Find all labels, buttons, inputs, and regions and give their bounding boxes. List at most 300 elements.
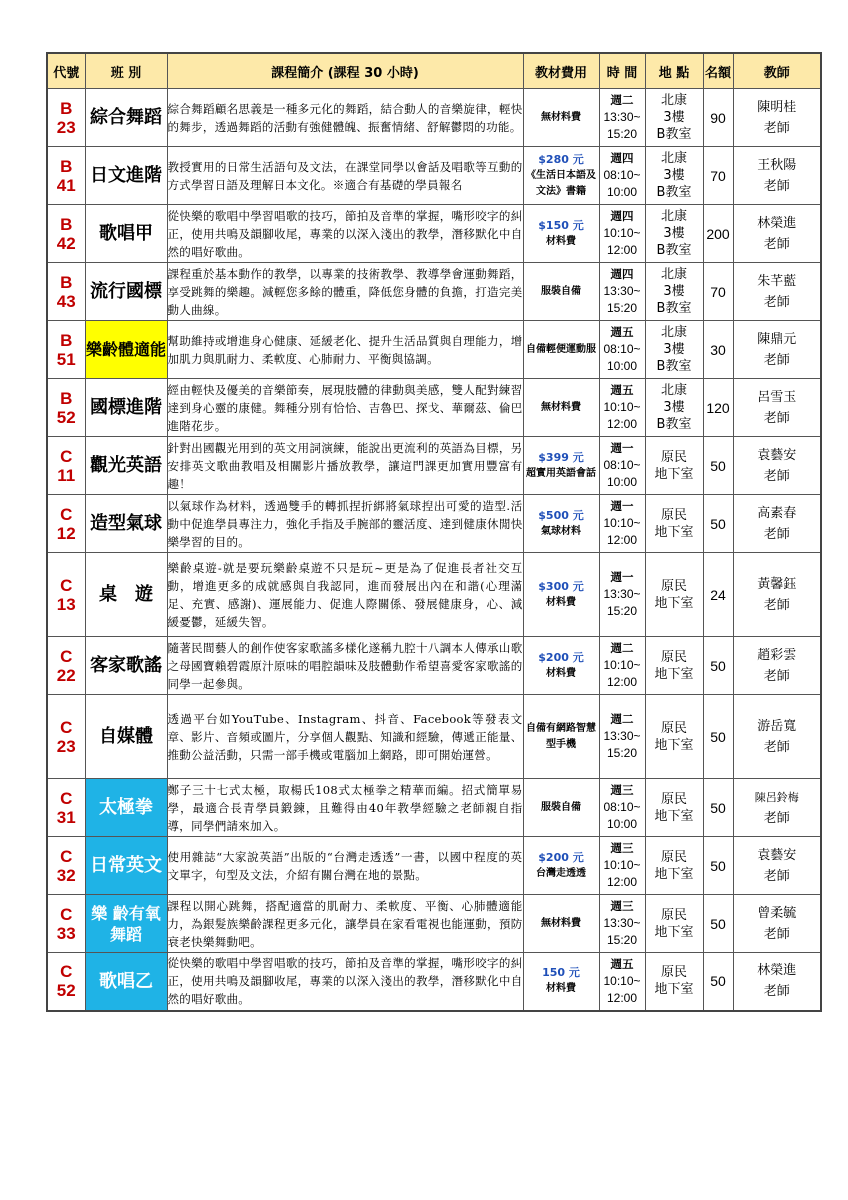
header-row [47, 53, 821, 89]
teacher-title: 老師 [763, 526, 790, 542]
time-end: 15:20 [606, 301, 638, 315]
teacher-name: 呂雪玉 [757, 389, 797, 405]
code-number: 13 [56, 594, 76, 614]
place-line-1: 原民 [660, 965, 687, 981]
material-fee [523, 147, 599, 205]
class-name: 客家歌謠 [85, 637, 167, 695]
course-description: 教授實用的日常生活語句及文法，在課堂同學以會話及唱歌等互動的方式學習日語及理解日本文化。※適合有基礎的學員報名 [167, 147, 523, 205]
class-time [599, 321, 645, 379]
code-letter: C [60, 646, 73, 666]
quota: 50 [703, 437, 733, 495]
code-letter: B [60, 388, 73, 408]
material-fee [523, 379, 599, 437]
class-place [645, 695, 703, 779]
course-code [47, 953, 85, 1011]
teacher [733, 205, 821, 263]
place-line-2: 地下室 [654, 808, 694, 824]
place-line-2: 地下室 [654, 666, 694, 682]
quota: 50 [703, 779, 733, 837]
class-time [599, 553, 645, 637]
fee-price: $500 元 [538, 508, 584, 522]
teacher [733, 321, 821, 379]
table-row [47, 495, 821, 553]
time-start: 13:30~ [603, 110, 641, 124]
teacher [733, 437, 821, 495]
code-letter: C [60, 788, 73, 808]
course-description: 樂齡桌遊-就是要玩樂齡桌遊不只是玩~更是為了促進長者社交互動，增進更多的成就感與自我認同，進而發展出內在和諧(心理滿足、充實、感謝)、運展能力、促進人際關係、發展健康身，心、減緩憂鬱，延緩失智。 [167, 553, 523, 637]
time-day: 週二 [610, 712, 634, 726]
class-name: 流行國標 [85, 263, 167, 321]
place-line-3: B教室 [656, 185, 692, 200]
table-row [47, 895, 821, 953]
class-name: 歌唱甲 [85, 205, 167, 263]
course-description: 從快樂的歌唱中學習唱歌的技巧，節拍及音準的掌握，嘴形咬字的糾正，使用共鳴及韻腳收尾，專業的以深入淺出的教學，潛移默化中自然的唱好歌曲。 [167, 953, 523, 1011]
header-quota: 名額 [703, 53, 733, 89]
code-letter: B [60, 330, 73, 350]
time-day: 週四 [610, 267, 634, 281]
course-code [47, 637, 85, 695]
fee-note: 《生活日本語及文法》書籍 [526, 169, 596, 197]
quota: 70 [703, 263, 733, 321]
time-end: 12:00 [606, 417, 638, 431]
code-letter: C [60, 904, 73, 924]
teacher-name: 王秋陽 [757, 157, 797, 173]
teacher-name: 陳呂鈴梅 [754, 790, 799, 804]
place-line-1: 北康 [660, 383, 687, 398]
course-code [47, 895, 85, 953]
class-name: 綜合舞蹈 [85, 89, 167, 147]
code-number: 23 [56, 736, 76, 756]
material-fee [523, 437, 599, 495]
fee-note: 材料費 [546, 235, 576, 247]
class-place [645, 437, 703, 495]
place-line-2: 地下室 [654, 595, 694, 611]
time-day: 週一 [610, 499, 634, 513]
time-day: 週一 [610, 570, 634, 584]
course-description: 幫助維持或增進身心健康、延緩老化、提升生活品質與自理能力，增加肌力與肌耐力、柔軟度、心肺耐力、平衡與協調。 [167, 321, 523, 379]
class-time [599, 895, 645, 953]
quota: 50 [703, 637, 733, 695]
teacher [733, 779, 821, 837]
time-day: 週三 [610, 899, 634, 913]
class-name: 日常英文 [85, 837, 167, 895]
time-end: 10:00 [606, 359, 638, 373]
place-line-2: 地下室 [654, 866, 694, 882]
class-place [645, 779, 703, 837]
table-row [47, 437, 821, 495]
class-name: 樂齡體適能 [85, 321, 167, 379]
teacher [733, 695, 821, 779]
teacher-name: 陳鼎元 [757, 331, 797, 347]
fee-note: 服裝自備 [541, 285, 581, 297]
header-place: 地 點 [645, 53, 703, 89]
code-letter: B [60, 156, 73, 176]
teacher-title: 老師 [763, 178, 790, 194]
fee-note: 台灣走透透 [536, 867, 586, 879]
class-time [599, 147, 645, 205]
place-line-1: 北康 [660, 267, 687, 282]
teacher [733, 263, 821, 321]
header-class: 班 別 [85, 53, 167, 89]
material-fee [523, 205, 599, 263]
time-day: 週四 [610, 209, 634, 223]
time-start: 13:30~ [603, 729, 641, 743]
class-name: 自媒體 [85, 695, 167, 779]
course-description: 使用雜誌“大家說英語”出版的“台灣走透透”一書，以國中程度的英文單字，句型及文法，介紹有關台灣在地的景點。 [167, 837, 523, 895]
place-line-2: 3樓 [663, 110, 685, 125]
time-day: 週五 [610, 956, 634, 971]
time-day: 週二 [610, 641, 634, 655]
fee-price: $200 元 [538, 850, 584, 864]
class-name: 觀光英語 [85, 437, 167, 495]
fee-price: $200 元 [538, 650, 584, 664]
class-name: 日文進階 [85, 147, 167, 205]
teacher [733, 637, 821, 695]
place-line-1: 北康 [660, 151, 687, 166]
time-day: 週三 [610, 783, 634, 797]
class-time [599, 263, 645, 321]
table-row [47, 205, 821, 263]
table-row [47, 953, 821, 1011]
teacher [733, 895, 821, 953]
teacher-name: 趙彩雲 [757, 647, 797, 663]
fee-note: 自備有網路智慧型手機 [526, 722, 596, 750]
course-description: 經由輕快及優美的音樂節奏，展現肢體的律動與美感，雙人配對練習達到身心靈的康健。舞種分別有恰恰、吉魯巴、探戈、華爾茲、倫巴進階花步。 [167, 379, 523, 437]
place-line-2: 地下室 [654, 524, 694, 540]
course-description: 綜合舞蹈顧名思義是一種多元化的舞蹈，結合動人的音樂旋律，輕快的舞步，透過舞蹈的活動有強健體魄、振奮情緒、舒解鬱悶的功能。 [167, 89, 523, 147]
class-place [645, 379, 703, 437]
time-start: 08:10~ [603, 458, 641, 472]
class-time [599, 779, 645, 837]
time-start: 13:30~ [603, 284, 641, 298]
quota: 50 [703, 953, 733, 1011]
teacher-title: 老師 [763, 810, 790, 826]
place-line-1: 原民 [660, 507, 687, 523]
place-line-3: B教室 [656, 301, 692, 316]
quota: 70 [703, 147, 733, 205]
course-description: 鄭子三十七式太極，取楊氏108式太極拳之精華而編。招式簡單易學，最適合長青學員鍛鍊，且難得由40年教學經驗之老師親自指導，同學們請來加入。 [167, 779, 523, 837]
course-description: 課程重於基本動作的教學，以專業的技術教學、教導學會運動舞蹈，享受跳舞的樂趣。減輕您多餘的體重，降低您身體的負擔，打造完美動人曲線。 [167, 263, 523, 321]
fee-note: 無材料費 [541, 111, 581, 123]
place-line-2: 3樓 [663, 342, 685, 357]
code-letter: B [60, 214, 73, 234]
course-code [47, 379, 85, 437]
place-line-1: 原民 [660, 578, 687, 594]
quota: 50 [703, 495, 733, 553]
fee-price: $280 元 [538, 152, 584, 166]
course-description: 課程以開心跳舞，搭配適當的肌耐力、柔軟度、平衡、心肺體適能力，為銀髮族樂齡課程更多元化，讓學員在家看電視也能運動，預防衰老快樂舞動吧。 [167, 895, 523, 953]
code-number: 12 [56, 523, 76, 543]
teacher-title: 老師 [763, 236, 790, 252]
class-place [645, 895, 703, 953]
quota: 50 [703, 695, 733, 779]
course-description: 針對出國觀光用到的英文用詞演練，能說出更流利的英語為目標，另安排英文歌曲教唱及相關影片播放教學，讓這門課更加實用豐富有趣！ [167, 437, 523, 495]
teacher-title: 老師 [763, 294, 790, 310]
time-start: 13:30~ [603, 587, 641, 601]
class-place [645, 637, 703, 695]
time-day: 週一 [610, 441, 634, 455]
place-line-1: 原民 [660, 907, 687, 923]
course-description: 從快樂的歌唱中學習唱歌的技巧，節拍及音準的掌握，嘴形咬字的糾正，使用共鳴及韻腳收尾，專業的以深入淺出的教學，潛移默化中自然的唱好歌曲。 [167, 205, 523, 263]
table-row [47, 553, 821, 637]
teacher-title: 老師 [763, 410, 790, 426]
material-fee [523, 695, 599, 779]
quota: 120 [703, 379, 733, 437]
table-row [47, 321, 821, 379]
teacher-title: 老師 [763, 926, 790, 942]
code-number: 52 [56, 407, 76, 427]
place-line-3: B教室 [656, 127, 692, 142]
code-number: 22 [56, 665, 76, 685]
class-place [645, 837, 703, 895]
teacher-name: 袁藝安 [757, 847, 797, 863]
place-line-2: 地下室 [654, 924, 694, 940]
teacher [733, 953, 821, 1011]
time-day: 週二 [610, 93, 634, 107]
time-start: 10:10~ [603, 400, 641, 414]
time-end: 15:20 [606, 604, 638, 618]
class-name: 桌 遊 [85, 553, 167, 637]
place-line-2: 3樓 [663, 400, 685, 415]
fee-note: 氣球材料 [541, 525, 581, 537]
quota: 90 [703, 89, 733, 147]
class-place [645, 953, 703, 1011]
time-start: 10:10~ [603, 516, 641, 530]
time-end: 12:00 [606, 990, 638, 1005]
time-start: 13:30~ [603, 916, 641, 930]
place-line-1: 北康 [660, 93, 687, 108]
teacher [733, 89, 821, 147]
teacher-name: 陳明桂 [757, 99, 797, 115]
class-time [599, 205, 645, 263]
teacher [733, 837, 821, 895]
course-code [47, 837, 85, 895]
class-time [599, 953, 645, 1011]
course-table [46, 52, 822, 1012]
header-intro: 課程簡介 (課程 30 小時) [167, 53, 523, 89]
fee-note: 材料費 [546, 596, 576, 608]
time-end: 12:00 [606, 533, 638, 547]
place-line-1: 原民 [660, 449, 687, 465]
table-row [47, 837, 821, 895]
class-name: 國標進階 [85, 379, 167, 437]
course-description: 透過平台如YouTube、Instagram、抖音、Facebook等發表文章、影片、音頻或圖片，分享個人觀點、知識和經驗，傳遞正能量、推動公益活動，只需一部手機或電腦加上網路，即可開始運營。 [167, 695, 523, 779]
class-time [599, 495, 645, 553]
quota: 50 [703, 837, 733, 895]
class-place [645, 321, 703, 379]
time-start: 08:10~ [603, 800, 641, 814]
code-letter: C [60, 504, 73, 524]
teacher [733, 495, 821, 553]
class-time [599, 379, 645, 437]
class-time [599, 695, 645, 779]
class-name: 樂 齡有氧舞蹈 [85, 895, 167, 953]
teacher-name: 曾柔毓 [757, 905, 797, 921]
material-fee [523, 837, 599, 895]
time-start: 10:10~ [603, 658, 641, 672]
teacher-title: 老師 [763, 984, 790, 1000]
teacher-name: 袁藝安 [757, 447, 797, 463]
course-code [47, 495, 85, 553]
teacher-name: 林榮進 [757, 215, 797, 231]
quota: 200 [703, 205, 733, 263]
teacher [733, 147, 821, 205]
material-fee [523, 321, 599, 379]
class-place [645, 205, 703, 263]
code-number: 31 [56, 807, 76, 827]
teacher-title: 老師 [763, 868, 790, 884]
teacher-title: 老師 [763, 468, 790, 484]
code-letter: C [60, 575, 73, 595]
class-time [599, 437, 645, 495]
time-end: 12:00 [606, 675, 638, 689]
fee-note: 自備輕便運動服 [526, 343, 596, 355]
teacher-title: 老師 [763, 739, 790, 755]
place-line-1: 原民 [660, 720, 687, 736]
table-row [47, 147, 821, 205]
time-day: 週五 [610, 325, 634, 339]
fee-note: 服裝自備 [541, 801, 581, 813]
fee-price: $399 元 [538, 450, 584, 464]
time-end: 12:00 [606, 875, 638, 889]
material-fee [523, 89, 599, 147]
fee-note: 材料費 [546, 983, 576, 995]
material-fee [523, 779, 599, 837]
material-fee [523, 637, 599, 695]
time-end: 10:00 [606, 817, 638, 831]
code-letter: C [60, 446, 73, 466]
course-code [47, 695, 85, 779]
class-place [645, 89, 703, 147]
table-row [47, 695, 821, 779]
time-day: 週五 [610, 383, 634, 397]
place-line-2: 3樓 [663, 226, 685, 241]
course-code [47, 437, 85, 495]
course-description: 以氣球作為材料，透過雙手的轉抓捏折綁將氣球揑出可愛的造型.活動中促進學員專注力，強化手指及手腕部的靈活度、達到健康休閒快樂學習的目的。 [167, 495, 523, 553]
fee-note: 無材料費 [541, 401, 581, 413]
table-row [47, 263, 821, 321]
course-code [47, 205, 85, 263]
time-day: 週四 [610, 151, 634, 165]
code-letter: B [60, 272, 73, 292]
material-fee [523, 895, 599, 953]
code-number: 43 [56, 291, 76, 311]
code-letter: B [60, 98, 73, 118]
course-description: 隨著民間藝人的創作使客家歌謠多樣化遂稱九腔十八調本人傳承山歌之母國寶賴碧霞原汁原味的唱腔韻味及肢體動作希望喜愛客家歌謠的同學一起參與。 [167, 637, 523, 695]
place-line-3: B教室 [656, 359, 692, 374]
teacher-title: 老師 [763, 668, 790, 684]
table-row [47, 89, 821, 147]
time-start: 10:10~ [603, 226, 641, 240]
code-number: 23 [56, 117, 76, 137]
time-end: 15:20 [606, 933, 638, 947]
time-start: 10:10~ [603, 858, 641, 872]
teacher-title: 老師 [763, 352, 790, 368]
place-line-1: 北康 [660, 325, 687, 340]
fee-note: 超實用英語會話 [526, 467, 596, 479]
teacher-name: 朱芊藍 [757, 273, 797, 289]
code-number: 41 [56, 175, 76, 195]
table-row [47, 379, 821, 437]
place-line-3: B教室 [656, 417, 692, 432]
class-time [599, 89, 645, 147]
place-line-2: 3樓 [663, 284, 685, 299]
teacher [733, 553, 821, 637]
time-end: 10:00 [606, 185, 638, 199]
place-line-2: 地下室 [654, 737, 694, 753]
time-end: 15:20 [606, 127, 638, 141]
code-number: 11 [57, 465, 76, 485]
place-line-1: 原民 [660, 649, 687, 665]
fee-price: 150 元 [542, 966, 580, 980]
code-letter: C [60, 717, 73, 737]
course-code [47, 263, 85, 321]
teacher-name: 高素春 [757, 505, 797, 521]
class-place [645, 147, 703, 205]
class-time [599, 837, 645, 895]
quota: 24 [703, 553, 733, 637]
course-code [47, 553, 85, 637]
time-start: 10:10~ [603, 973, 641, 988]
teacher-title: 老師 [763, 597, 790, 613]
place-line-2: 地下室 [654, 466, 694, 482]
material-fee [523, 495, 599, 553]
place-line-1: 原民 [660, 791, 687, 807]
code-number: 32 [56, 865, 76, 885]
fee-price: $150 元 [538, 218, 584, 232]
code-number: 33 [56, 923, 76, 943]
place-line-2: 地下室 [654, 982, 694, 998]
time-start: 08:10~ [603, 168, 641, 182]
fee-price: $300 元 [538, 579, 584, 593]
class-name: 造型氣球 [85, 495, 167, 553]
code-number: 42 [56, 233, 76, 253]
class-place [645, 495, 703, 553]
code-letter: C [60, 962, 73, 982]
material-fee [523, 953, 599, 1011]
place-line-1: 北康 [660, 209, 687, 224]
teacher-name: 游岳寬 [757, 718, 797, 734]
course-code [47, 147, 85, 205]
code-letter: C [60, 846, 73, 866]
class-name: 太極拳 [85, 779, 167, 837]
header-time: 時 間 [599, 53, 645, 89]
teacher-name: 林榮進 [757, 963, 797, 979]
teacher [733, 379, 821, 437]
material-fee [523, 263, 599, 321]
course-code [47, 321, 85, 379]
fee-note: 無材料費 [541, 917, 581, 929]
material-fee [523, 553, 599, 637]
time-end: 15:20 [606, 746, 638, 760]
class-place [645, 263, 703, 321]
teacher-name: 黃馨鈺 [757, 576, 797, 592]
header-teacher: 教師 [733, 53, 821, 89]
time-end: 12:00 [606, 243, 638, 257]
course-code [47, 89, 85, 147]
table-row [47, 779, 821, 837]
teacher-title: 老師 [763, 120, 790, 136]
class-place [645, 553, 703, 637]
time-day: 週三 [610, 841, 634, 855]
table-row [47, 637, 821, 695]
quota: 50 [703, 895, 733, 953]
code-number: 52 [56, 981, 76, 1001]
time-end: 10:00 [606, 475, 638, 489]
place-line-3: B教室 [656, 243, 692, 258]
code-number: 51 [56, 349, 76, 369]
class-time [599, 637, 645, 695]
